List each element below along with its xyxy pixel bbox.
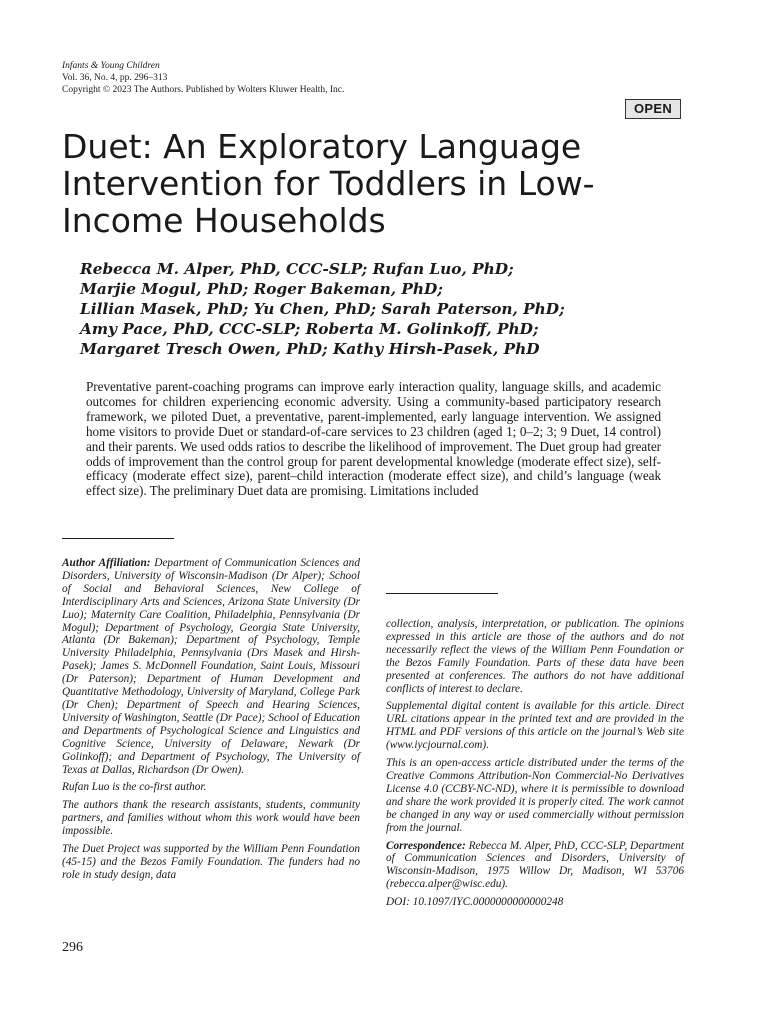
correspondence — [386, 840, 684, 892]
cofirst-note: Rufan Luo is the co-first author. — [62, 781, 207, 794]
affiliation-label: Author Affiliation: — [62, 557, 151, 569]
journal-meta — [62, 60, 344, 96]
author-list — [80, 259, 565, 359]
author-line: Lillian Masek, PhD; Yu Chen, PhD; Sarah Paterson, PhD; — [80, 300, 565, 318]
article-title: Duet: An Exploratory Language Intervention for Toddlers in Low-Income Households — [62, 127, 595, 240]
abstract: Preventative parent-coaching programs can improve early interaction quality, language skills, and academic outcomes for children experiencing economic adversity. Using a community-based participatory research framework, we piloted Duet, a preventative, parent-implemented, early language intervention. We assigned home visitors to provide Duet or standard-of-care services to 23 children (aged 1; 0–2; 3; 9 Duet, 14 control) and their parents. We used odds ratios to describe the likelihood of improvement. The Duet group had greater odds of improvement than the control group for parent developmental knowledge (moderate effect size), self-efficacy (moderate effect size), parent–child interaction (moderate effect size), and child’s language (weak effect size). The preliminary Duet data are promising. Limitations included — [86, 379, 661, 499]
author-affiliation — [62, 557, 360, 776]
funding-note-continued: collection, analysis, interpretation, or publication. The opinions expressed in this article are those of the authors and do not necessarily reflect the views of the William Penn Foundation or the Bezos Family Foundation. Parts of these data have been presented at conferences. The authors do not have additional conflicts of interest to declare. — [386, 618, 684, 695]
journal-name: Infants & Young Children — [62, 61, 160, 71]
author-line: Margaret Tresch Owen, PhD; Kathy Hirsh-Pasek, PhD — [80, 340, 540, 358]
open-access-badge: OPEN — [625, 99, 681, 119]
footnote-divider-right — [386, 593, 498, 594]
affiliation-text: Department of Communication Sciences and Disorders, University of Wisconsin-Madison (Dr Alper); School of Social and Behavioral Sciences, New College of Interdisciplinary Arts and Sciences, Arizona State University (Dr Luo); Maternity Care Coalition, Philadelphia, Pennsylvania (Dr Mogul); Department of Psychology, Georgia State University, Atlanta (Dr Bakeman); Department of Psychology, Temple University Philadelphia, Pennsylvania (Drs Masek and Hirsh-Pasek); James S. McDonnell Foundation, Saint Louis, Missouri (Dr Paterson); Department of Human Development and Quantitative Methodology, University of Maryland, College Park (Dr Chen); Department of Speech and Hearing Sciences, University of Washington, Seattle (Dr Pace); School of Education and Departments of Psychological Science and Linguistics and Cognitive Science, University of Delaware, Newark (Dr Golinkoff); and Department of Psychology, The University of Texas at Dallas, Richardson (Dr Owen). — [62, 557, 360, 776]
author-line: Amy Pace, PhD, CCC-SLP; Roberta M. Golinkoff, PhD; — [80, 320, 539, 338]
footnotes-left-column — [62, 557, 360, 887]
author-line: Rebecca M. Alper, PhD, CCC-SLP; Rufan Luo, PhD; — [80, 260, 514, 278]
correspondence-text: Rebecca M. Alper, PhD, CCC-SLP, Department of Communication Sciences and Disorders, University of Wisconsin-Madison, 1975 Willow Dr, Madison, WI 53706 (rebecca.alper@wisc.edu). — [386, 839, 685, 891]
author-line: Marjie Mogul, PhD; Roger Bakeman, PhD; — [80, 280, 443, 298]
correspondence-label: Correspondence: — [386, 839, 466, 852]
license-note: This is an open-access article distributed under the terms of the Creative Commons Attribution-Non Commercial-No Derivatives License 4.0 (CCBY-NC-ND), where it is permissible to download and share the work provided it is properly cited. The work cannot be changed in any way or used commercially without permission from the journal. — [386, 757, 684, 834]
page-number: 296 — [62, 940, 83, 955]
supplemental-note: Supplemental digital content is available for this article. Direct URL citations appear in the printed text and are provided in the HTML and PDF versions of this article on the journal’s Web site (www.iycjournal.com). — [386, 700, 684, 752]
acknowledgments: The authors thank the research assistants, students, community partners, and families without whom this work would have been impossible. — [62, 799, 360, 838]
funding-note: The Duet Project was supported by the William Penn Foundation (45-15) and the Bezos Family Foundation. The funders had no role in study design, data — [62, 843, 360, 881]
doi: DOI: 10.1097/IYC.0000000000000248 — [386, 896, 564, 909]
footnotes-right-column — [386, 618, 684, 914]
journal-volume: Vol. 36, No. 4, pp. 296–313 — [62, 73, 168, 83]
footnote-divider-left — [62, 538, 174, 539]
journal-copyright: Copyright © 2023 The Authors. Published by Wolters Kluwer Health, Inc. — [62, 85, 345, 95]
